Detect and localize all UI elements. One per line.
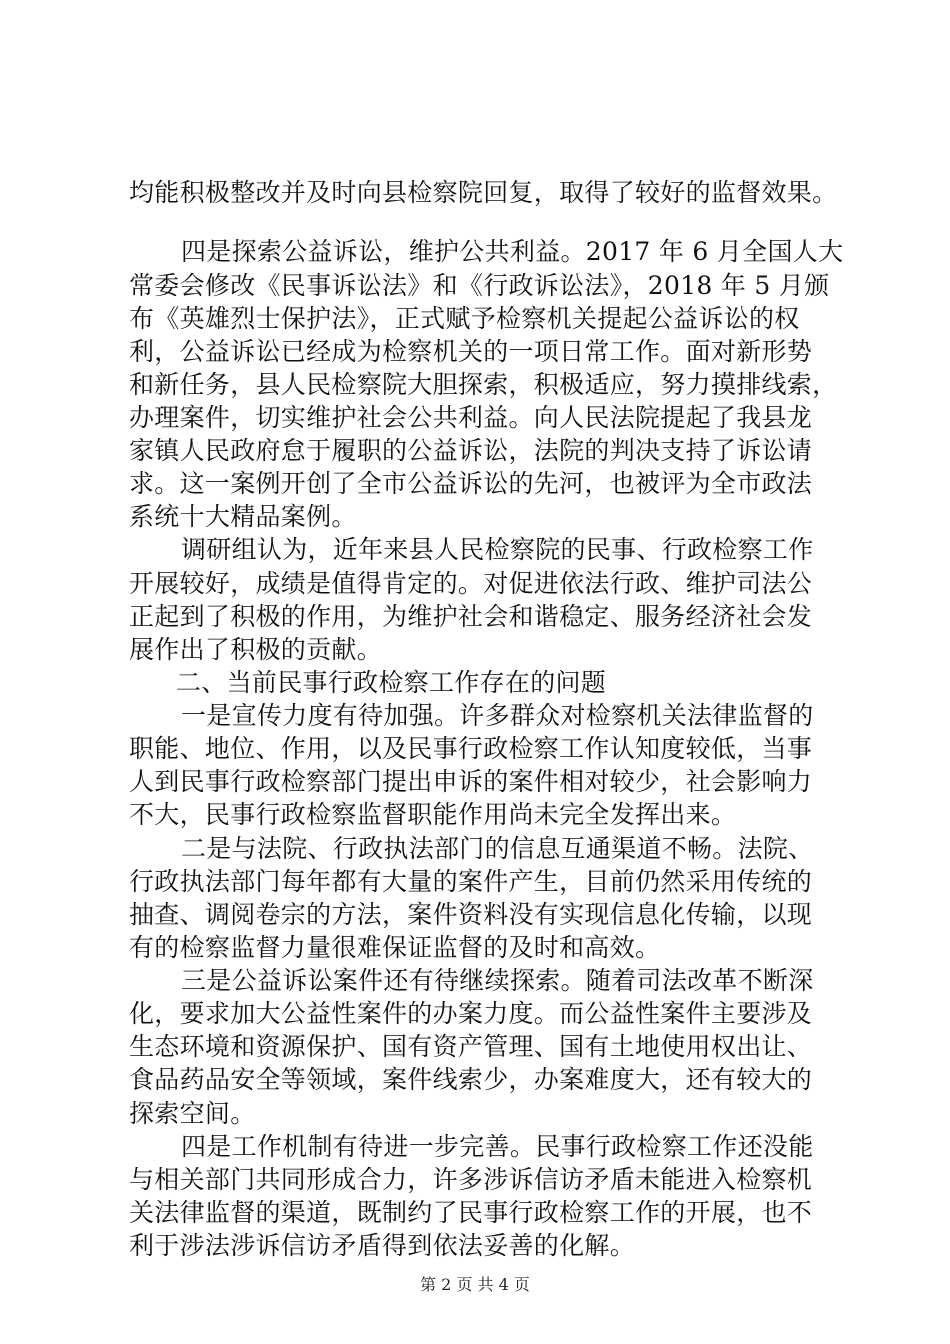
text-line: 与相关部门共同形成合力，许多涉诉信访矛盾未能进入检察机 xyxy=(129,1165,813,1194)
paragraph-start-line: 三是公益诉讼案件还有待继续探索。随着司法改革不断深 xyxy=(181,966,814,995)
text-line: 利，公益诉讼已经成为检察机关的一项日常工作。面对新形势 xyxy=(129,337,813,366)
text-line: 家镇人民政府怠于履职的公益诉讼，法院的判决支持了诉讼请 xyxy=(129,436,813,465)
paragraph-start-line: 调研组认为，近年来县人民检察院的民事、行政检察工作 xyxy=(181,535,814,564)
paragraph-start-line: 二是与法院、行政执法部门的信息互通渠道不畅。法院、 xyxy=(181,834,814,863)
text-line: 有的检察监督力量很难保证监督的及时和高效。 xyxy=(129,933,661,962)
text-line: 开展较好，成绩是值得肯定的。对促进依法行政、维护司法公 xyxy=(129,569,813,598)
text-line: 行政执法部门每年都有大量的案件产生，目前仍然采用传统的 xyxy=(129,867,813,896)
text-line: 关法律监督的渠道，既制约了民事行政检察工作的开展，也不 xyxy=(129,1198,813,1227)
text-line: 均能积极整改并及时向县检察院回复，取得了较好的监督效果。 xyxy=(129,178,838,207)
text-line: 系统十大精品案例。 xyxy=(129,502,357,531)
text-line: 常委会修改《民事诉讼法》和《行政诉讼法》，2018 年 5 月颁 xyxy=(129,271,830,300)
text-line: 和新任务，县人民检察院大胆探索，积极适应，努力摸排线索， xyxy=(129,370,838,399)
text-line: 展作出了积极的贡献。 xyxy=(129,635,383,664)
paragraph-start-line: 四是探索公益诉讼，维护公共利益。2017 年 6 月全国人大 xyxy=(181,237,844,266)
text-line: 办理案件，切实维护社会公共利益。向人民法院提起了我县龙 xyxy=(129,403,813,432)
paragraph-start-line: 四是工作机制有待进一步完善。民事行政检察工作还没能 xyxy=(181,1132,814,1161)
text-line: 职能、地位、作用，以及民事行政检察工作认知度较低，当事 xyxy=(129,734,813,763)
text-line: 人到民事行政检察部门提出申诉的案件相对较少，社会影响力 xyxy=(129,767,813,796)
page-number-footer: 第 2 页 共 4 页 xyxy=(420,1275,530,1294)
text-line: 抽查、调阅卷宗的方法，案件资料没有实现信息化传输，以现 xyxy=(129,900,813,929)
text-line: 正起到了积极的作用，为维护社会和谐稳定、服务经济社会发 xyxy=(129,602,813,631)
text-line: 布《英雄烈士保护法》，正式赋予检察机关提起公益诉讼的权 xyxy=(129,304,800,333)
text-line: 化，要求加大公益性案件的办案力度。而公益性案件主要涉及 xyxy=(129,999,813,1028)
text-line: 求。这一案例开创了全市公益诉讼的先河，也被评为全市政法 xyxy=(129,469,813,498)
text-line: 利于涉法涉诉信访矛盾得到依法妥善的化解。 xyxy=(129,1231,636,1260)
text-line: 生态环境和资源保护、国有资产管理、国有土地使用权出让、 xyxy=(129,1032,813,1061)
text-line: 探索空间。 xyxy=(129,1099,256,1128)
paragraph-start-line: 一是宣传力度有待加强。许多群众对检察机关法律监督的 xyxy=(181,701,814,730)
section-heading: 二、当前民事行政检察工作存在的问题 xyxy=(176,668,607,697)
text-line: 食品药品安全等领域，案件线索少，办案难度大，还有较大的 xyxy=(129,1065,813,1094)
text-line: 不大，民事行政检察监督职能作用尚未完全发挥出来。 xyxy=(129,800,737,829)
